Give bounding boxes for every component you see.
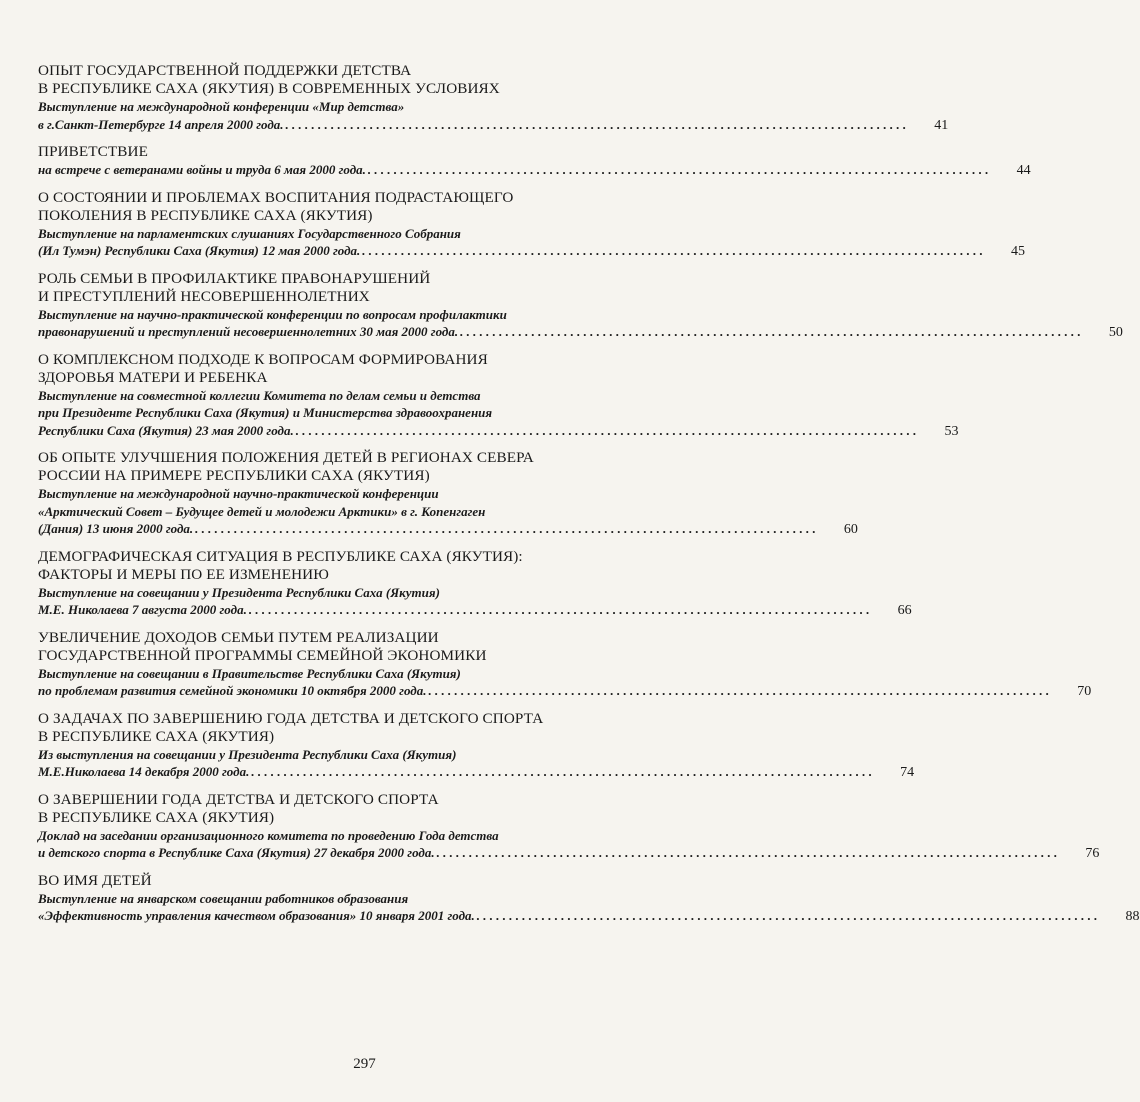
dot-leader <box>251 763 872 781</box>
entry-description <box>38 404 678 422</box>
entry-description <box>38 116 949 135</box>
entry-description <box>38 665 678 683</box>
toc-entry <box>38 628 1092 701</box>
entry-heading <box>38 791 678 827</box>
description-text: по проблемам развития семейной экономики 10 октября 2000 года. <box>38 683 427 698</box>
entry-heading <box>38 548 678 584</box>
toc-entry <box>38 449 858 539</box>
dot-leader <box>249 601 870 619</box>
entry-description <box>38 763 915 782</box>
heading-line: О ЗАДАЧАХ ПО ЗАВЕРШЕНИЮ ГОДА ДЕТСТВА И ДЕТСКОГО СПОРТА <box>38 709 544 727</box>
entry-description <box>38 323 1123 342</box>
toc-entry <box>38 790 1100 863</box>
entry-heading <box>38 143 678 161</box>
description-text: (Ил Тумэн) Республики Саха (Якутия) 12 мая 2000 года. <box>38 243 361 258</box>
toc-entry <box>38 269 1123 342</box>
entry-description <box>38 890 678 908</box>
heading-line: О ЗАВЕРШЕНИИ ГОДА ДЕТСТВА И ДЕТСКОГО СПОРТА <box>38 790 439 808</box>
heading-line: ЗДОРОВЬЯ МАТЕРИ И РЕБЕНКА <box>38 368 268 386</box>
heading-line: В РЕСПУБЛИКЕ САХА (ЯКУТИЯ) В СОВРЕМЕННЫХ УСЛОВИЯХ <box>38 80 500 97</box>
entry-description <box>38 306 678 324</box>
heading-line: ОБ ОПЫТЕ УЛУЧШЕНИЯ ПОЛОЖЕНИЯ ДЕТЕЙ В РЕГИОНАХ СЕВЕРА <box>38 449 534 466</box>
entry-heading <box>38 710 678 746</box>
entry-heading <box>38 872 678 890</box>
description-text: в г.Санкт-Петербурге 14 апреля 2000 года. <box>38 116 284 132</box>
description-text: Выступление на январском совещании работников образования <box>38 890 409 906</box>
entry-description <box>38 422 959 441</box>
heading-line: РОССИИ НА ПРИМЕРЕ РЕСПУБЛИКИ САХА (ЯКУТИЯ) <box>38 467 430 484</box>
entry-heading <box>38 270 678 306</box>
heading-line: О КОМПЛЕКСНОМ ПОДХОДЕ К ВОПРОСАМ ФОРМИРОВАНИЯ <box>38 350 488 368</box>
heading-line: И ПРЕСТУПЛЕНИЙ НЕСОВЕРШЕННОЛЕТНИХ <box>38 287 370 305</box>
entry-heading <box>38 189 678 225</box>
dot-leader <box>195 520 816 538</box>
heading-line: ГОСУДАРСТВЕННОЙ ПРОГРАММЫ СЕМЕЙНОЙ ЭКОНОМИКИ <box>38 646 487 664</box>
entry-heading <box>38 449 678 485</box>
dot-leader <box>362 242 983 260</box>
entry-description <box>38 827 678 845</box>
entry-heading <box>38 629 678 665</box>
dot-leader <box>286 116 907 134</box>
heading-line: ОПЫТ ГОСУДАРСТВЕННОЙ ПОДДЕРЖКИ ДЕТСТВА <box>38 62 412 79</box>
heading-line: ДЕМОГРАФИЧЕСКАЯ СИТУАЦИЯ В РЕСПУБЛИКЕ САХА (ЯКУТИЯ): <box>38 547 523 565</box>
description-text: на встрече с ветеранами войны и труда 6 мая 2000 года. <box>38 162 366 177</box>
dot-leader <box>296 422 917 440</box>
heading-line: О СОСТОЯНИИ И ПРОБЛЕМАХ ВОСПИТАНИЯ ПОДРАСТАЮЩЕГО <box>38 188 514 206</box>
entry-description <box>38 907 1140 926</box>
description-text: Республики Саха (Якутия) 23 мая 2000 года. <box>38 422 294 438</box>
heading-line: ПОКОЛЕНИЯ В РЕСПУБЛИКЕ САХА (ЯКУТИЯ) <box>38 206 373 224</box>
entry-description <box>38 844 1100 863</box>
entry-description <box>38 387 678 405</box>
toc-entry <box>38 871 1140 926</box>
toc-entry <box>38 143 1031 180</box>
description-text: «Арктический Совет – Будущее детей и молодежи Арктики» в г. Копенгаген <box>38 503 486 519</box>
entry-page-number: 50 <box>1108 325 1123 340</box>
entry-description <box>38 584 678 602</box>
dot-leader <box>437 844 1058 862</box>
entry-heading <box>38 351 678 387</box>
entry-description <box>38 225 678 243</box>
entry-page-number: 74 <box>900 765 915 780</box>
entry-description <box>38 98 678 116</box>
toc-entry <box>38 188 1026 261</box>
dot-leader <box>368 161 989 179</box>
description-text: Доклад на заседании организационного комитета по проведению Года детства <box>38 827 499 843</box>
toc-entry <box>38 547 912 620</box>
page-number: 297 <box>353 1056 376 1072</box>
description-text: Выступление на международной конференции «Мир детства» <box>38 99 405 114</box>
entry-page-number: 41 <box>934 117 949 133</box>
heading-line: В РЕСПУБЛИКЕ САХА (ЯКУТИЯ) <box>38 808 275 826</box>
description-text: Из выступления на совещании у Президента Республики Саха (Якутия) <box>38 746 457 762</box>
entry-description <box>38 601 912 620</box>
heading-line: ПРИВЕТСТВИЕ <box>38 143 148 160</box>
heading-line: ВО ИМЯ ДЕТЕЙ <box>38 871 152 889</box>
table-of-contents <box>38 62 1140 935</box>
entry-description <box>38 682 1092 701</box>
description-text: Выступление на совместной коллегии Комитета по делам семьи и детства <box>38 387 481 403</box>
entry-page-number: 88 <box>1125 909 1140 924</box>
entry-page-number: 60 <box>843 522 858 537</box>
entry-page-number: 45 <box>1011 244 1026 259</box>
entry-description <box>38 503 678 521</box>
heading-line: ФАКТОРЫ И МЕРЫ ПО ЕЕ ИЗМЕНЕНИЮ <box>38 565 329 583</box>
entry-heading <box>38 62 678 98</box>
heading-line: УВЕЛИЧЕНИЕ ДОХОДОВ СЕМЬИ ПУТЕМ РЕАЛИЗАЦИИ <box>38 628 439 646</box>
dot-leader <box>429 682 1050 700</box>
description-text: правонарушений и преступлений несовершеннолетних 30 мая 2000 года. <box>38 324 459 339</box>
entry-description <box>38 242 1026 261</box>
entry-description <box>38 161 1031 180</box>
entry-description <box>38 485 678 503</box>
entry-page-number: 70 <box>1077 684 1092 699</box>
toc-entry <box>38 709 915 782</box>
toc-entry <box>38 62 949 134</box>
entry-page-number: 66 <box>897 603 912 618</box>
entry-description <box>38 520 858 539</box>
entry-page-number: 76 <box>1085 846 1100 861</box>
dot-leader <box>477 907 1098 925</box>
entry-page-number: 44 <box>1016 163 1031 178</box>
description-text: при Президенте Республики Саха (Якутия) и Министерства здравоохранения <box>38 405 493 420</box>
entry-page-number: 53 <box>944 423 959 439</box>
description-text: (Дания) 13 июня 2000 года. <box>38 521 194 536</box>
dot-leader <box>460 323 1081 341</box>
description-text: и детского спорта в Республике Саха (Якутия) 27 декабря 2000 года. <box>38 845 435 860</box>
entry-description <box>38 746 678 764</box>
heading-line: РОЛЬ СЕМЬИ В ПРОФИЛАКТИКЕ ПРАВОНАРУШЕНИЙ <box>38 269 431 287</box>
description-text: «Эффективность управления качеством образования» 10 января 2001 года. <box>38 908 475 923</box>
description-text: Выступление на международной научно-практической конференции <box>38 486 439 501</box>
description-text: М.Е.Николаева 14 декабря 2000 года. <box>38 764 250 779</box>
toc-entry <box>38 350 959 441</box>
description-text: Выступление на научно-практической конференции по вопросам профилактики <box>38 306 507 322</box>
description-text: Выступление на парламентских слушаниях Государственного Собрания <box>38 225 461 241</box>
description-text: М.Е. Николаева 7 августа 2000 года. <box>38 602 247 617</box>
heading-line: В РЕСПУБЛИКЕ САХА (ЯКУТИЯ) <box>38 727 275 745</box>
description-text: Выступление на совещании в Правительстве Республики Саха (Якутия) <box>38 665 461 681</box>
description-text: Выступление на совещании у Президента Республики Саха (Якутия) <box>38 584 440 600</box>
